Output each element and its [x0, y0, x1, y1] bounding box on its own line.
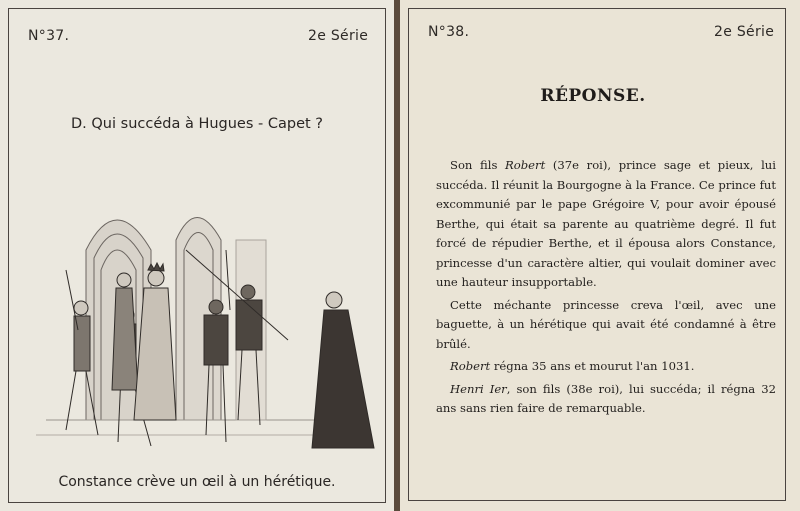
answer-paragraph: Cette méchante princesse creva l'œil, avec une baguette, à un hérétique qui avait été condamné à être brûlé.: [436, 297, 776, 351]
card-number: N°37.: [28, 28, 70, 44]
answer-title: RÉPONSE.: [540, 86, 646, 106]
card-number: N°38.: [428, 24, 470, 40]
answer-paragraph: Henri Ier, son fils (38e roi), lui succéda; il régna 32 ans sans rien faire de remarquable.: [436, 381, 776, 415]
illustration-caption: Constance crève un œil à un hérétique.: [58, 474, 336, 490]
card-37: [0, 0, 394, 511]
serie-label: 2e Série: [714, 24, 775, 40]
question-text: D. Qui succéda à Hugues - Capet ?: [71, 116, 323, 132]
engraving-illustration: [26, 180, 376, 460]
answer-paragraph: Son fils Robert (37e roi), prince sage et pieux, lui succéda. Il réunit la Bourgogne à la France. Ce prince fut excommunié par le pape Grégoire V, pour avoir épousé Berthe, qui était sa parente au quatrième degré. Il fut forcé de répudier Berthe, et il épousa alors Constance, princesse d'un caractère altier, qui voulait dominer avec une hauteur insupportable.: [436, 158, 776, 289]
answer-paragraph: Robert régna 35 ans et mourut l'an 1031.: [450, 359, 695, 373]
answer-text: [436, 156, 776, 422]
card-38: [400, 0, 800, 511]
serie-label: 2e Série: [308, 28, 369, 44]
